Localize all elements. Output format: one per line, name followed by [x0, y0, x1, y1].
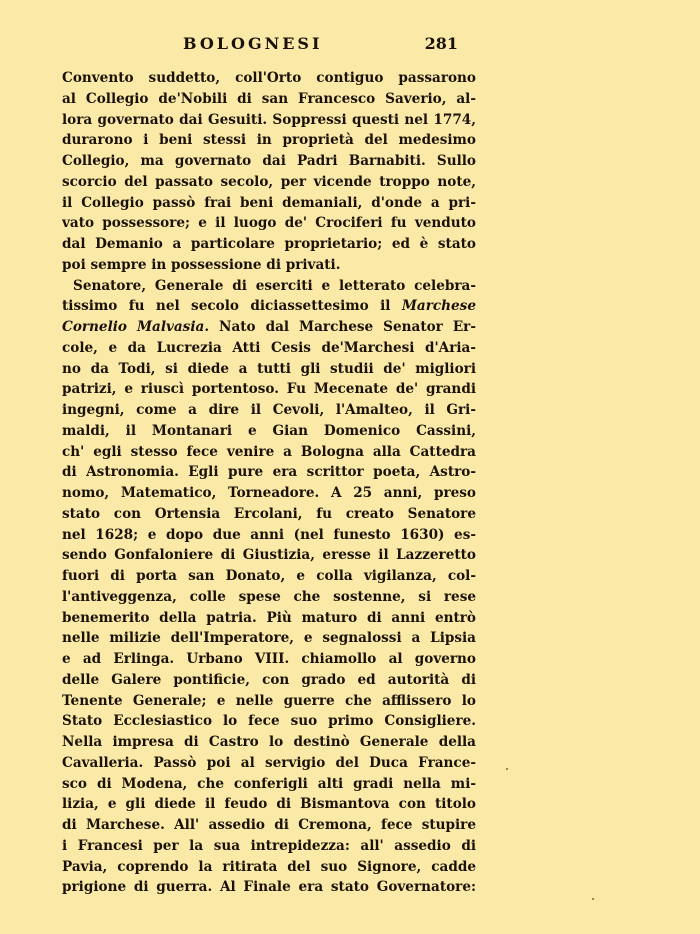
text-line: di Marchese. All' assedio di Cremona, fece stupire	[62, 817, 476, 833]
text-line: i Francesi per la sua intrepidezza: all' assedio di	[62, 837, 476, 854]
text-line: sco di Modena, che conferigli alti gradi nella mi-	[62, 775, 476, 792]
text-line: benemerito della patria. Più maturo di anni entrò	[62, 609, 476, 626]
text-line: al Collegio de'Nobili di san Francesco Saverio, al-	[62, 90, 476, 107]
paper-speck	[506, 768, 508, 770]
line-text: tissimo fu nel secolo diciassettesimo il	[62, 298, 391, 315]
text-line: l'antiveggenza, colle spese che sostenne, si rese	[62, 588, 476, 605]
text-line: ch' egli stesso fece venire a Bologna alla Cattedra	[62, 443, 476, 460]
text-line: Cornelio Malvasia. Nato dal Marchese Senator Er-	[62, 319, 476, 335]
text-line: durarono i beni stessi in proprietà del medesimo	[62, 132, 476, 149]
text-line: fuori di porta san Donato, e colla vigilanza, col-	[62, 568, 476, 584]
page-number: 281	[424, 34, 458, 53]
text-line: patrizi, e riuscì portentoso. Fu Mecenate de' grandi	[62, 381, 476, 398]
paper-speck	[592, 898, 594, 900]
text-line: di Astronomia. Egli pure era scrittor poeta, Astro-	[62, 464, 476, 481]
text-line: Cavalleria. Passò poi al servigio del Duca France-	[62, 754, 476, 771]
running-title: BOLOGNESI	[183, 34, 323, 53]
text-line: delle Galere pontificie, con grado ed autorità di	[62, 671, 476, 688]
text-line: Convento suddetto, coll'Orto contiguo passarono	[62, 70, 476, 86]
text-line: cole, e da Lucrezia Atti Cesis de'Marchesi d'Aria-	[62, 339, 476, 356]
text-line: Collegio, ma governato dai Padri Barnabiti. Sullo	[62, 153, 476, 169]
text-line: poi sempre in possessione di privati.	[62, 256, 341, 273]
text-line: Senatore, Generale di eserciti e letterato celebra-	[73, 277, 476, 294]
body-text	[62, 68, 476, 898]
text-line: stato con Ortensia Ercolani, fu creato Senatore	[62, 505, 476, 522]
paragraph-2	[62, 276, 476, 899]
text-line: il Collegio passò frai beni demaniali, d'onde a pri-	[62, 194, 476, 211]
text-line: maldi, il Montanari e Gian Domenico Cassini,	[62, 422, 476, 439]
text-line: e ad Erlinga. Urbano VIII. chiamollo al governo	[62, 651, 476, 667]
text-line: nomo, Matematico, Torneadore. A 25 anni, preso	[62, 485, 476, 501]
text-line-with-italic	[62, 296, 476, 317]
text-line: nelle milizie dell'Imperatore, e segnalossi a Lipsia	[62, 630, 476, 647]
text-line: no da Todi, si diede a tutti gli studii de' migliori	[62, 360, 476, 377]
text-line: Stato Ecclesiastico lo fece suo primo Consigliere.	[62, 713, 476, 730]
text-line: Pavia, coprendo la ritirata del suo Signore, cadde	[62, 858, 476, 875]
text-line: vato possessore; e il luogo de' Crociferi fu venduto	[62, 215, 476, 232]
text-line: prigione di guerra. Al Finale era stato Governatore:	[62, 879, 476, 896]
paragraph-1	[62, 68, 476, 276]
text-line: sendo Gonfaloniere di Giustizia, eresse il Lazzeretto	[62, 547, 476, 564]
text-line: ingegni, come a dire il Cevoli, l'Amalteo, il Gri-	[62, 402, 476, 418]
text-line: Nella impresa di Castro lo destinò Generale della	[62, 734, 476, 750]
italic-name: Cornelio Malvasia	[62, 319, 205, 335]
text-line: dal Demanio a particolare proprietario; ed è stato	[62, 236, 476, 252]
text-line: nel 1628; e dopo due anni (nel funesto 1630) es-	[62, 526, 476, 543]
text-line: Tenente Generale; e nelle guerre che afflissero lo	[62, 692, 476, 709]
text-line: lora governato dai Gesuiti. Soppressi questi nel 1774,	[62, 111, 476, 128]
text-line: scorcio del passato secolo, per vicende troppo note,	[62, 173, 476, 190]
page-header	[62, 34, 458, 58]
text-line: lizia, e gli diede il feudo di Bismantova con titolo	[62, 796, 476, 813]
italic-name: Marchese	[401, 298, 476, 315]
